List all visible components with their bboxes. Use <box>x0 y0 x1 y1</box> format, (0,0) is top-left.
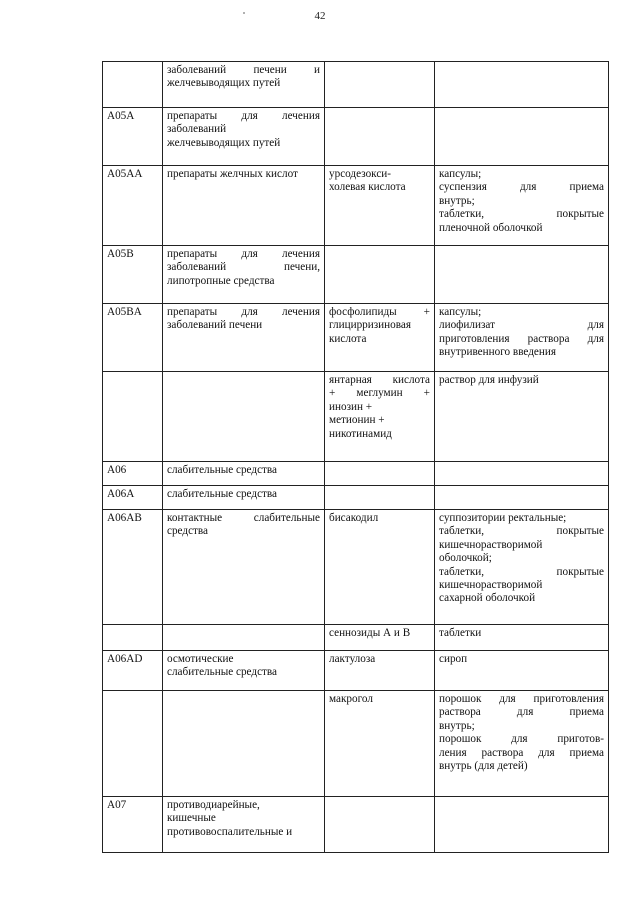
active-substance-cell <box>325 166 435 246</box>
active-substance-cell <box>325 797 435 853</box>
anatomical-group-cell <box>163 304 325 372</box>
active-substance-cell <box>325 62 435 108</box>
anatomical-group-cell <box>163 372 325 462</box>
cell-text-line: желчевыводящих путей <box>167 136 281 149</box>
anatomical-group-cell <box>163 625 325 651</box>
cell-text-line: липотропные средства <box>167 274 275 287</box>
table-row <box>103 246 609 304</box>
anatomical-group-cell <box>163 462 325 486</box>
cell-text-line: кислота <box>329 332 367 345</box>
cell-text-line: раствор для инфузий <box>439 374 539 386</box>
atc-drug-table <box>102 61 609 853</box>
dosage-form-cell <box>435 486 609 510</box>
table-row <box>103 625 609 651</box>
dosage-form-cell <box>435 797 609 853</box>
cell-text-line: противовоспалительные и <box>167 825 293 838</box>
cell-text-line: средства <box>167 525 209 538</box>
cell-text-line: порошок для приготов- <box>439 733 604 746</box>
active-substance-cell <box>325 651 435 691</box>
atc-code-cell <box>103 62 163 108</box>
atc-code-cell: A06A <box>103 486 163 510</box>
anatomical-group-cell <box>163 108 325 166</box>
cell-text-line: янтарная кислота <box>329 374 430 386</box>
atc-code-cell: A06AB <box>103 510 163 625</box>
table-row <box>103 108 609 166</box>
cell-text-line: капсулы; <box>439 168 482 180</box>
cell-text-line: внутрь; <box>439 719 475 732</box>
dosage-form-cell <box>435 108 609 166</box>
cell-text-line: никотинамид <box>329 427 392 440</box>
cell-text-line: фосфолипиды + <box>329 306 430 318</box>
cell-text-line: лиофилизат для <box>439 319 604 332</box>
atc-code-cell: A06AD <box>103 651 163 691</box>
dosage-form-cell <box>435 372 609 462</box>
anatomical-group-cell <box>163 797 325 853</box>
cell-text-line: сироп <box>439 653 468 665</box>
cell-text-line: внутривенного введения <box>439 346 557 359</box>
anatomical-group-cell <box>163 691 325 797</box>
cell-text-line: желчевыводящих путей <box>167 77 281 90</box>
cell-text-line: заболеваний печени, <box>167 261 320 274</box>
active-substance-cell <box>325 304 435 372</box>
atc-code-cell <box>103 372 163 462</box>
cell-text-line: порошок для приготовления <box>439 693 604 705</box>
cell-text-line: кишечные <box>167 812 216 825</box>
atc-code-cell: A05A <box>103 108 163 166</box>
atc-code-cell: A06 <box>103 462 163 486</box>
cell-text-line: внутрь; <box>439 194 475 207</box>
cell-text-line: сахарной оболочкой <box>439 592 536 605</box>
cell-text-line: таблетки, покрытые <box>439 525 604 538</box>
cell-text-line: инозин + <box>329 400 373 413</box>
table-row <box>103 462 609 486</box>
cell-text-line: макрогол <box>329 693 373 705</box>
dosage-form-cell <box>435 625 609 651</box>
anatomical-group-cell <box>163 62 325 108</box>
active-substance-cell <box>325 462 435 486</box>
cell-text-line: препараты для лечения <box>167 110 320 122</box>
cell-text-line: лактулоза <box>329 653 376 665</box>
atc-code-cell <box>103 625 163 651</box>
dosage-form-cell <box>435 62 609 108</box>
cell-text-line: слабительные средства <box>167 488 278 500</box>
page-number: 42 <box>314 10 326 22</box>
active-substance-cell <box>325 372 435 462</box>
dosage-form-cell <box>435 510 609 625</box>
atc-code-cell: A05BA <box>103 304 163 372</box>
anatomical-group-cell <box>163 486 325 510</box>
cell-text-line: сеннозиды А и В <box>329 627 411 639</box>
dosage-form-cell <box>435 462 609 486</box>
cell-text-line: заболеваний <box>167 123 227 136</box>
cell-text-line: заболеваний печени <box>167 319 263 332</box>
cell-text-line: глицирризиновая <box>329 319 411 332</box>
active-substance-cell <box>325 625 435 651</box>
anatomical-group-cell <box>163 166 325 246</box>
cell-text-line: + меглумин + <box>329 387 430 400</box>
table-row <box>103 166 609 246</box>
cell-text-line: холевая кислота <box>329 181 406 194</box>
cell-text-line: препараты желчных кислот <box>167 168 298 180</box>
cell-text-line: пленочной оболочкой <box>439 221 543 234</box>
dosage-form-cell <box>435 691 609 797</box>
active-substance-cell <box>325 108 435 166</box>
table-row <box>103 510 609 625</box>
cell-text-line: препараты для лечения <box>167 248 320 260</box>
cell-text-line: кишечнорастворимой <box>439 579 543 592</box>
active-substance-cell <box>325 510 435 625</box>
dosage-form-cell <box>435 651 609 691</box>
cell-text-line: суппозитории ректальные; <box>439 512 567 524</box>
anatomical-group-cell <box>163 246 325 304</box>
atc-code-cell: A05AA <box>103 166 163 246</box>
table-row <box>103 486 609 510</box>
dosage-form-cell <box>435 166 609 246</box>
anatomical-group-cell <box>163 651 325 691</box>
cell-text-line: приготовления раствора для <box>439 332 604 345</box>
cell-text-line: ления раствора для приема <box>439 746 604 759</box>
cell-text-line: внутрь (для детей) <box>439 760 528 773</box>
cell-text-line: слабительные средства <box>167 666 278 679</box>
cell-text-line: оболочкой; <box>439 552 492 565</box>
cell-text-line: капсулы; <box>439 306 482 318</box>
cell-text-line: заболеваний печени и <box>167 64 320 76</box>
cell-text-line: таблетки <box>439 627 482 639</box>
cell-text-line: осмотические <box>167 653 234 665</box>
cell-text-line: таблетки, покрытые <box>439 208 604 221</box>
cell-text-line: таблетки, покрытые <box>439 565 604 578</box>
table-row <box>103 651 609 691</box>
table-row <box>103 62 609 108</box>
anatomical-group-cell <box>163 510 325 625</box>
atc-code-cell <box>103 691 163 797</box>
atc-code-cell: A07 <box>103 797 163 853</box>
scan-speck <box>243 12 245 14</box>
cell-text-line: препараты для лечения <box>167 306 320 318</box>
cell-text-line: суспензия для приема <box>439 181 604 194</box>
atc-code-cell: A05B <box>103 246 163 304</box>
table-row <box>103 304 609 372</box>
active-substance-cell <box>325 246 435 304</box>
cell-text-line: бисакодил <box>329 512 379 524</box>
cell-text-line: урсодезокси- <box>329 168 392 180</box>
active-substance-cell <box>325 691 435 797</box>
cell-text-line: раствора для приема <box>439 706 604 719</box>
table-row <box>103 372 609 462</box>
table-row <box>103 691 609 797</box>
cell-text-line: кишечнорастворимой <box>439 538 543 551</box>
cell-text-line: слабительные средства <box>167 464 278 476</box>
active-substance-cell <box>325 486 435 510</box>
cell-text-line: метионин + <box>329 414 385 427</box>
table-row <box>103 797 609 853</box>
cell-text-line: контактные слабительные <box>167 512 320 524</box>
dosage-form-cell <box>435 246 609 304</box>
dosage-form-cell <box>435 304 609 372</box>
cell-text-line: противодиарейные, <box>167 799 260 811</box>
